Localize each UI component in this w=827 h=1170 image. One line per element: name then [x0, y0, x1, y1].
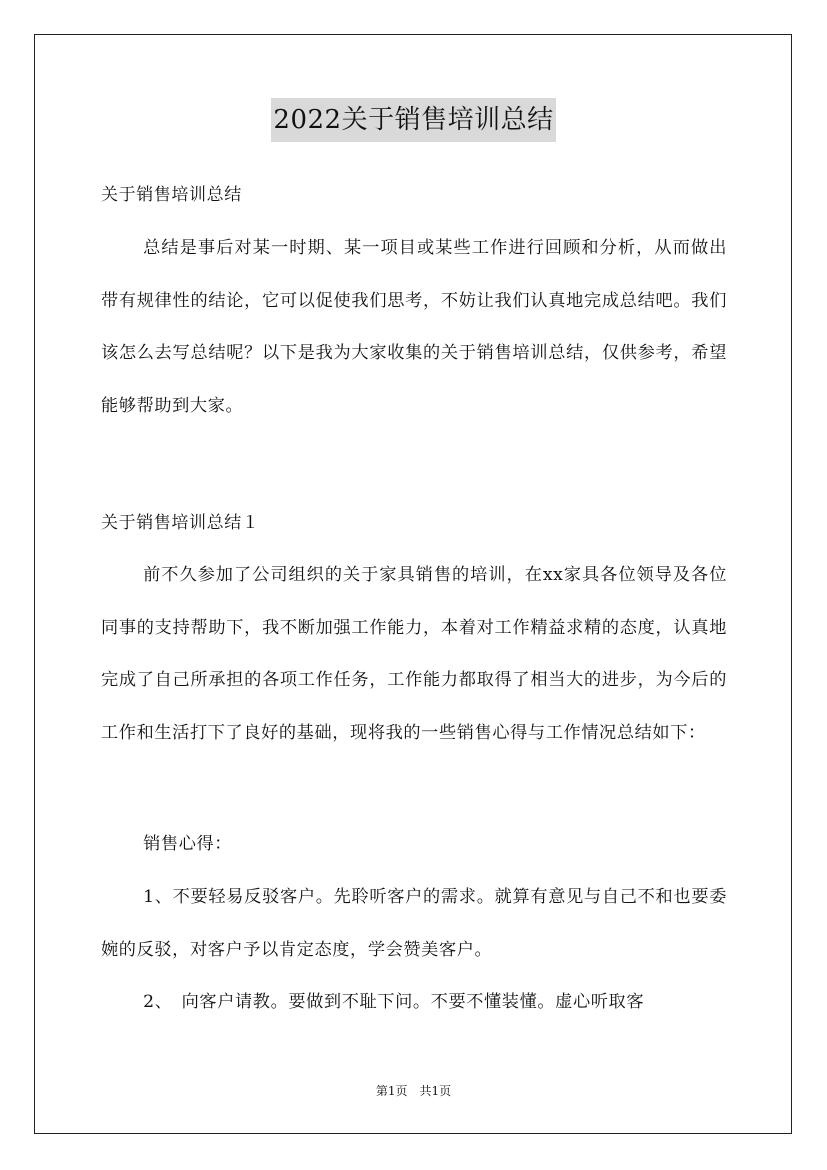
document-subtitle: 关于销售培训总结 — [101, 185, 242, 205]
list-item-1: 1、不要轻易反驳客户。先聆听客户的需求。就算有意见与自己不和也要委婉的反驳，对客户予以肯定态度，学会赞美客户。 — [101, 887, 727, 960]
intro-paragraph: 总结是事后对某一时期、某一项目或某些工作进行回顾和分析，从而做出带有规律性的结论，它可以促使我们思考，不妨让我们认真地完成总结吧。我们该怎么去写总结呢？以下是我为大家收集的关于销售培训总结，仅供参考，希望能够帮助到大家。 — [101, 238, 727, 416]
list-item-2: 2、 向客户请教。要做到不耻下问。不要不懂装懂。虚心听取客 — [143, 992, 645, 1012]
section-paragraph: 前不久参加了公司组织的关于家具销售的培训，在xx家具各位领导及各位同事的支持帮助下，我不断加强工作能力，本着对工作精益求精的态度，认真地完成了自己所承担的各项工作任务，工作能力都取得了相当大的进步，为今后的工作和生活打下了良好的基础，现将我的一些销售心得与工作情况总结如下： — [101, 565, 727, 743]
experience-label: 销售心得： — [143, 834, 233, 854]
document-title-wrap — [0, 98, 827, 142]
page-footer: 第1页 共1页 — [375, 1084, 452, 1098]
document-title: 2022关于销售培训总结 — [271, 98, 555, 142]
section-heading: 关于销售培训总结１ — [101, 513, 260, 533]
